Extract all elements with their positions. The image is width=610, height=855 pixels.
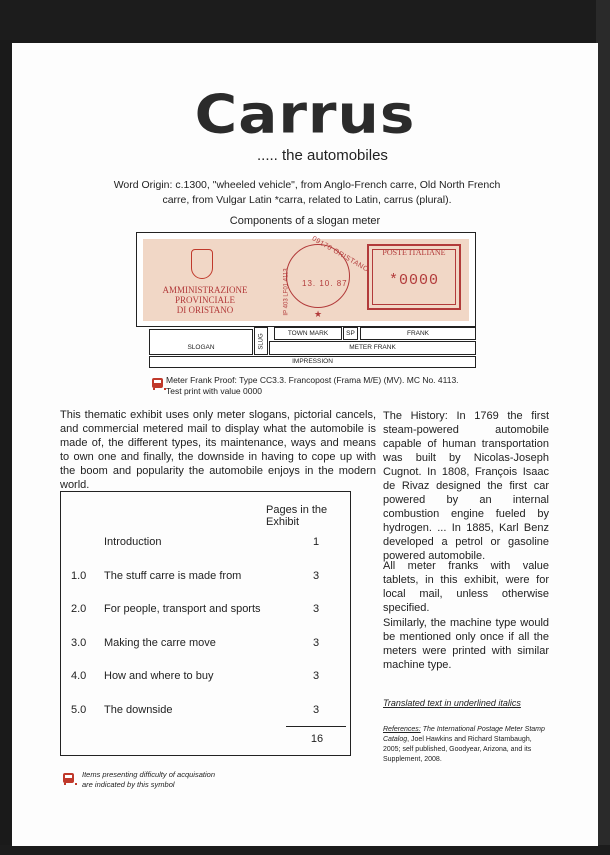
row-number: 1.0 [71,570,87,582]
diagram-slogan: SLOGAN [149,329,253,355]
star-icon: ★ [314,309,323,319]
references-catalog: The International Postage Meter Stamp Catalog [383,726,545,743]
translated-note: Translated text in underlined italics [383,698,521,708]
diagram-town-mark: TOWN MARK [274,327,342,340]
row-title: Making the carre move [104,637,216,649]
row-title: The stuff carre is made from [104,570,242,582]
diagram-sp: SP [343,327,358,340]
diagram-slug-box [254,327,268,355]
stamp-caption: Meter Frank Proof: Type CC3.3. Francopost (Frama M/E) (MV). MC No. 4113. Test print with value 0000 [166,375,459,396]
stamp-slogan-line: AMMINISTRAZIONE [162,285,248,295]
word-origin: Word Origin: c.1300, "wheeled vehicle", from Anglo-French carre, Old North French carre, from Vulgar Latin *carra, related to Latin, carrus (plural). [113,179,501,206]
contents-table [60,491,351,756]
row-number: 2.0 [71,603,87,615]
page-subtitle: ..... the automobiles [257,147,388,164]
row-title: How and where to buy [104,670,214,682]
frank-value: *0000 [388,272,439,289]
row-number: 4.0 [71,670,87,682]
row-title: Introduction [104,536,162,548]
references-details: , Joel Hawkins and Richard Stambaugh, 2005; self published, Goodyear, Arizona, and its Supplement, 2008. [383,736,532,763]
postmark-place: 09170 ORISTANO [310,235,370,274]
total-pages: 16 [310,733,324,745]
legend-line: Items presenting difficulty of acquisation [82,770,215,779]
window-frame-right [596,0,610,855]
frank-header: POSTE ITALIANE [382,248,446,257]
components-label: Components of a slogan meter [229,215,381,227]
row-number: 3.0 [71,637,87,649]
window-frame-top [0,0,610,40]
postmark-machine-number: IP 403 LF01 4113 [283,268,290,316]
row-pages: 3 [312,670,320,682]
stamp-slogan-line: DI ORISTANO [176,305,234,315]
row-title: For people, transport and sports [104,603,261,615]
diagram-meter-frank: METER FRANK [269,341,476,355]
references-label: References: [383,726,421,733]
diagram-frank: FRANK [360,327,476,340]
references [383,725,545,765]
row-pages: 3 [312,704,320,716]
page-title: Carrus [194,82,416,146]
diagram-slug: SLUG [258,333,265,350]
intro-paragraph: This thematic exhibit uses only meter slogans, pictorial cancels, and commercial metered mail to display what the automobile is made of, the different types, its maintenance, ways and means to own one and finally, the downside in having to cope up with the boom and popularity the automobile enjoys in the modern world. [60,409,376,491]
postmark-date: 13. 10. 87 [302,279,348,288]
row-title: The downside [104,704,173,716]
total-divider [286,726,346,727]
legend-line: are indicated by this symbol [82,780,175,789]
coat-of-arms-icon [191,249,213,279]
stamp-slogan [155,285,255,315]
row-pages: 3 [312,637,320,649]
scarcity-symbol-icon [152,378,163,388]
local-mail-note: All meter franks with value tablets, in this exhibit, were for local mail, unless otherwise specified. [383,560,549,614]
exhibit-page [12,43,598,846]
symbol-legend [82,770,215,790]
scarcity-symbol-icon [63,773,74,783]
meter-stamp-box [136,232,476,327]
window-frame-bottom [0,845,610,855]
stamp-slogan-line: PROVINCIALE [175,295,235,305]
row-pages: 3 [312,603,320,615]
row-pages: 1 [312,536,320,548]
meter-stamp-image [143,235,469,321]
frank-tablet [367,244,461,310]
history-paragraph: The History: In 1769 the first steam-powered automobile capable of human transportation was built by Nicolas-Joseph Cugnot. In 1808, François Isaac de Rivaz designed the first car powered by an internal combustion engine fueled by hydrogen. ... In 1885, Karl Benz developed a petrol or gasoline powered automobile. [383,410,549,562]
diagram-impression: IMPRESSION [149,356,476,368]
pages-header: Pages in the Exhibit [266,504,328,528]
machine-type-note: Similarly, the machine type would be mentioned only once if all the meters were printed with similar machine type. [383,617,549,671]
row-pages: 3 [312,570,320,582]
row-number: 5.0 [71,704,87,716]
